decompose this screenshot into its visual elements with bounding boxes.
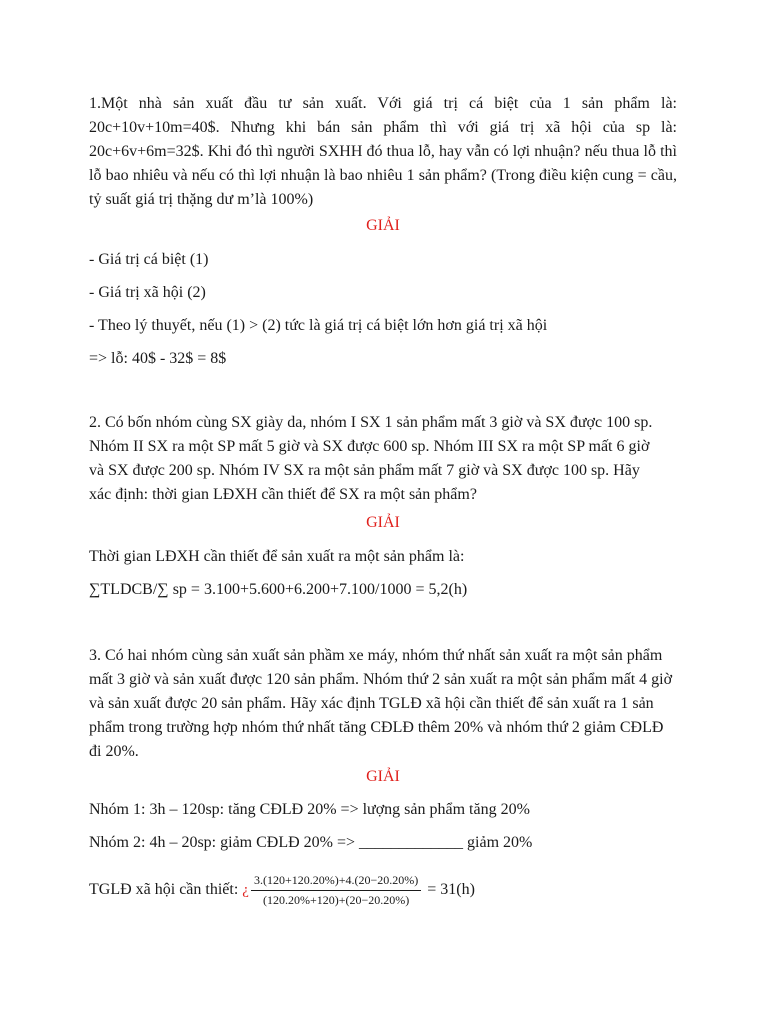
formula-numerator: 3.(120+120.20%)+4.(20−20.20%) <box>251 873 421 891</box>
problem-3-line-2: Nhóm 2: 4h – 20sp: giảm CĐLĐ 20% => _____________ giảm 20% <box>89 834 533 851</box>
problem-2-solution-heading: GIẢI <box>366 514 400 531</box>
problem-2-line-2: ∑TLDCB/∑ sp = 3.100+5.600+6.200+7.100/1000 = 5,2(h) <box>89 581 468 598</box>
problem-3-formula <box>89 873 677 908</box>
problem-2-line-1: Thời gian LĐXH cần thiết để sản xuất ra một sản phẩm là: <box>89 548 465 565</box>
problem-1-line-3: - Theo lý thuyết, nếu (1) > (2) tức là giá trị cá biệt lớn hơn giá trị xã hội <box>89 317 548 334</box>
formula-result: = 31(h) <box>423 881 475 899</box>
problem-3-line-1: Nhóm 1: 3h – 120sp: tăng CĐLĐ 20% => lượng sản phẩm tăng 20% <box>89 801 530 818</box>
problem-1-question: 1.Một nhà sản xuất đầu tư sản xuất. Với giá trị cá biệt của 1 sản phẩm là: 20c+10v+10m=40$. Nhưng khi bán sản phẩm thì với giá trị xã hội của sp là: 20c+6v+6m=32$. Khi đó thì người SXHH đó thua lỗ, hay vẫn có lợi nhuận? nếu thua lỗ thì lỗ bao nhiêu và nếu có thì lợi nhuận là bao nhiêu 1 sản phẩm? (Trong điều kiện cung = cầu, tỷ suất giá trị thặng dư m’là 100%) <box>89 95 677 208</box>
problem-3-solution-heading: GIẢI <box>366 768 400 785</box>
formula-prefix: TGLĐ xã hội cần thiết: <box>89 881 243 899</box>
formula-marker: ¿ <box>242 882 249 899</box>
formula-fraction <box>251 873 421 908</box>
formula-denominator: (120.20%+120)+(20−20.20%) <box>262 893 410 907</box>
problem-2-question: 2. Có bốn nhóm cùng SX giày da, nhóm I SX 1 sản phẩm mất 3 giờ và SX được 100 sp. Nhóm II SX ra một SP mất 5 giờ và SX được 600 sp. Nhóm III SX ra một SP mất 6 giờ và SX được 200 sp. Nhóm IV SX ra một sản phẩm mất 7 giờ và SX được 100 sp. Hãy xác định: thời gian LĐXH cần thiết để SX ra một sản phẩm? <box>89 414 653 503</box>
problem-3-question: 3. Có hai nhóm cùng sản xuất sản phầm xe máy, nhóm thứ nhất sản xuất ra một sản phẩm mất 3 giờ và sản xuất được 120 sản phẩm. Nhóm thứ 2 sản xuất ra một sản phẩm mất 4 giờ và sản xuất được 20 sản phẩm. Hãy xác định TGLĐ xã hội cần thiết để sản xuất ra 1 sản phẩm trong trường hợp nhóm thứ nhất tăng CĐLĐ thêm 20% và nhóm thứ 2 giảm CĐLĐ đi 20%. <box>89 647 673 760</box>
problem-1-line-2: - Giá trị xã hội (2) <box>89 284 206 301</box>
problem-1-solution-heading: GIẢI <box>366 217 400 234</box>
problem-1-line-4: => lỗ: 40$ - 32$ = 8$ <box>89 350 227 367</box>
problem-1-line-1: - Giá trị cá biệt (1) <box>89 251 209 268</box>
